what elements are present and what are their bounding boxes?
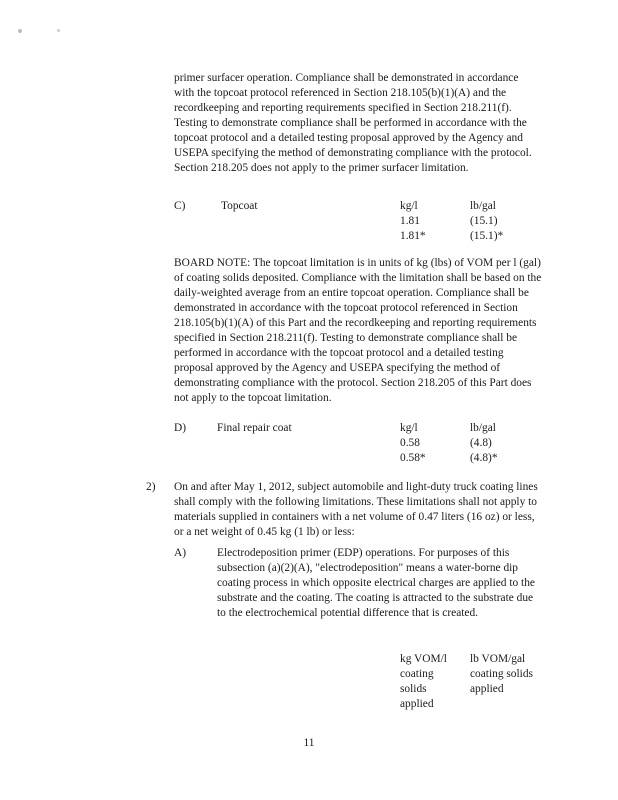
intro-paragraph: primer surfacer operation. Compliance shall be demonstrated in accordance with the topcoat protocol referenced in Section 218.105(b)(1)(A) and the recordkeeping and reporting requirements specified in Section 218.211(f). Testing to demonstrate compliance shall be performed in accordance with the topcoat protocol and a detailed testing proposal approved by the Agency and USEPA specifying the method of demonstrating compliance with the protocol. Section 218.205 does not apply to the primer surfacer limitation.	[174, 72, 532, 174]
item-d-label: Final repair coat	[217, 422, 292, 434]
item-d-unit-lb: lb/gal	[470, 422, 496, 434]
item-d-kg-1: 0.58	[400, 437, 420, 449]
item-2-marker: 2)	[146, 481, 156, 493]
item-d-lb-1: (4.8)	[470, 437, 492, 449]
item-c-unit-kg: kg/l	[400, 200, 418, 212]
item-c-unit-lb: lb/gal	[470, 200, 496, 212]
item-d-kg-2: 0.58*	[400, 452, 426, 464]
item-c-label: Topcoat	[221, 200, 258, 212]
item-d-lb-2: (4.8)*	[470, 452, 498, 464]
scan-speck	[18, 29, 22, 33]
item-c-kg-2: 1.81*	[400, 230, 426, 242]
item-c-lb-1: (15.1)	[470, 215, 498, 227]
item-d-unit-kg: kg/l	[400, 422, 418, 434]
item-2-text: On and after May 1, 2012, subject automobile and light-duty truck coating lines shall comply with the following limitations. These limitations shall not apply to materials supplied in containers with a net volume of 0.47 liters (16 oz) or less, or a net weight of 0.45 kg (1 lb) or less:	[174, 481, 538, 538]
units-header-lb: lb VOM/gal coating solids applied	[470, 653, 533, 695]
item-c-marker: C)	[174, 200, 186, 212]
item-d-marker: D)	[174, 422, 187, 434]
board-note: BOARD NOTE: The topcoat limitation is in units of kg (lbs) of VOM per l (gal) of coating solids deposited. Compliance with the limitation shall be based on the daily-weighted average from an entire topcoat operation. Compliance shall be demonstrated in accordance with the topcoat protocol referenced in Section 218.105(b)(1)(A) of this Part and the recordkeeping and reporting requirements specified in Section 218.211(f). Testing to demonstrate compliance shall be performed in accordance with the topcoat protocol and a detailed testing proposal approved by the Agency and USEPA specifying the method of demonstrating compliance with the protocol. Section 218.205 of this Part does not apply to the topcoat limitation.	[174, 257, 542, 404]
item-c-lb-2: (15.1)*	[470, 230, 504, 242]
units-header-kg: kg VOM/l coating solids applied	[400, 653, 447, 710]
page-number: 11	[303, 737, 315, 749]
item-2a-marker: A)	[174, 547, 187, 559]
scan-speck	[57, 29, 60, 32]
item-2a-text: Electrodeposition primer (EDP) operations. For purposes of this subsection (a)(2)(A), "electrodeposition" means a water-borne dip coating process in which opposite electrical charges are applied to the substrate and the coating. The coating is attracted to the substrate due to the electrochemical potential difference that is created.	[217, 547, 535, 619]
item-c-kg-1: 1.81	[400, 215, 420, 227]
